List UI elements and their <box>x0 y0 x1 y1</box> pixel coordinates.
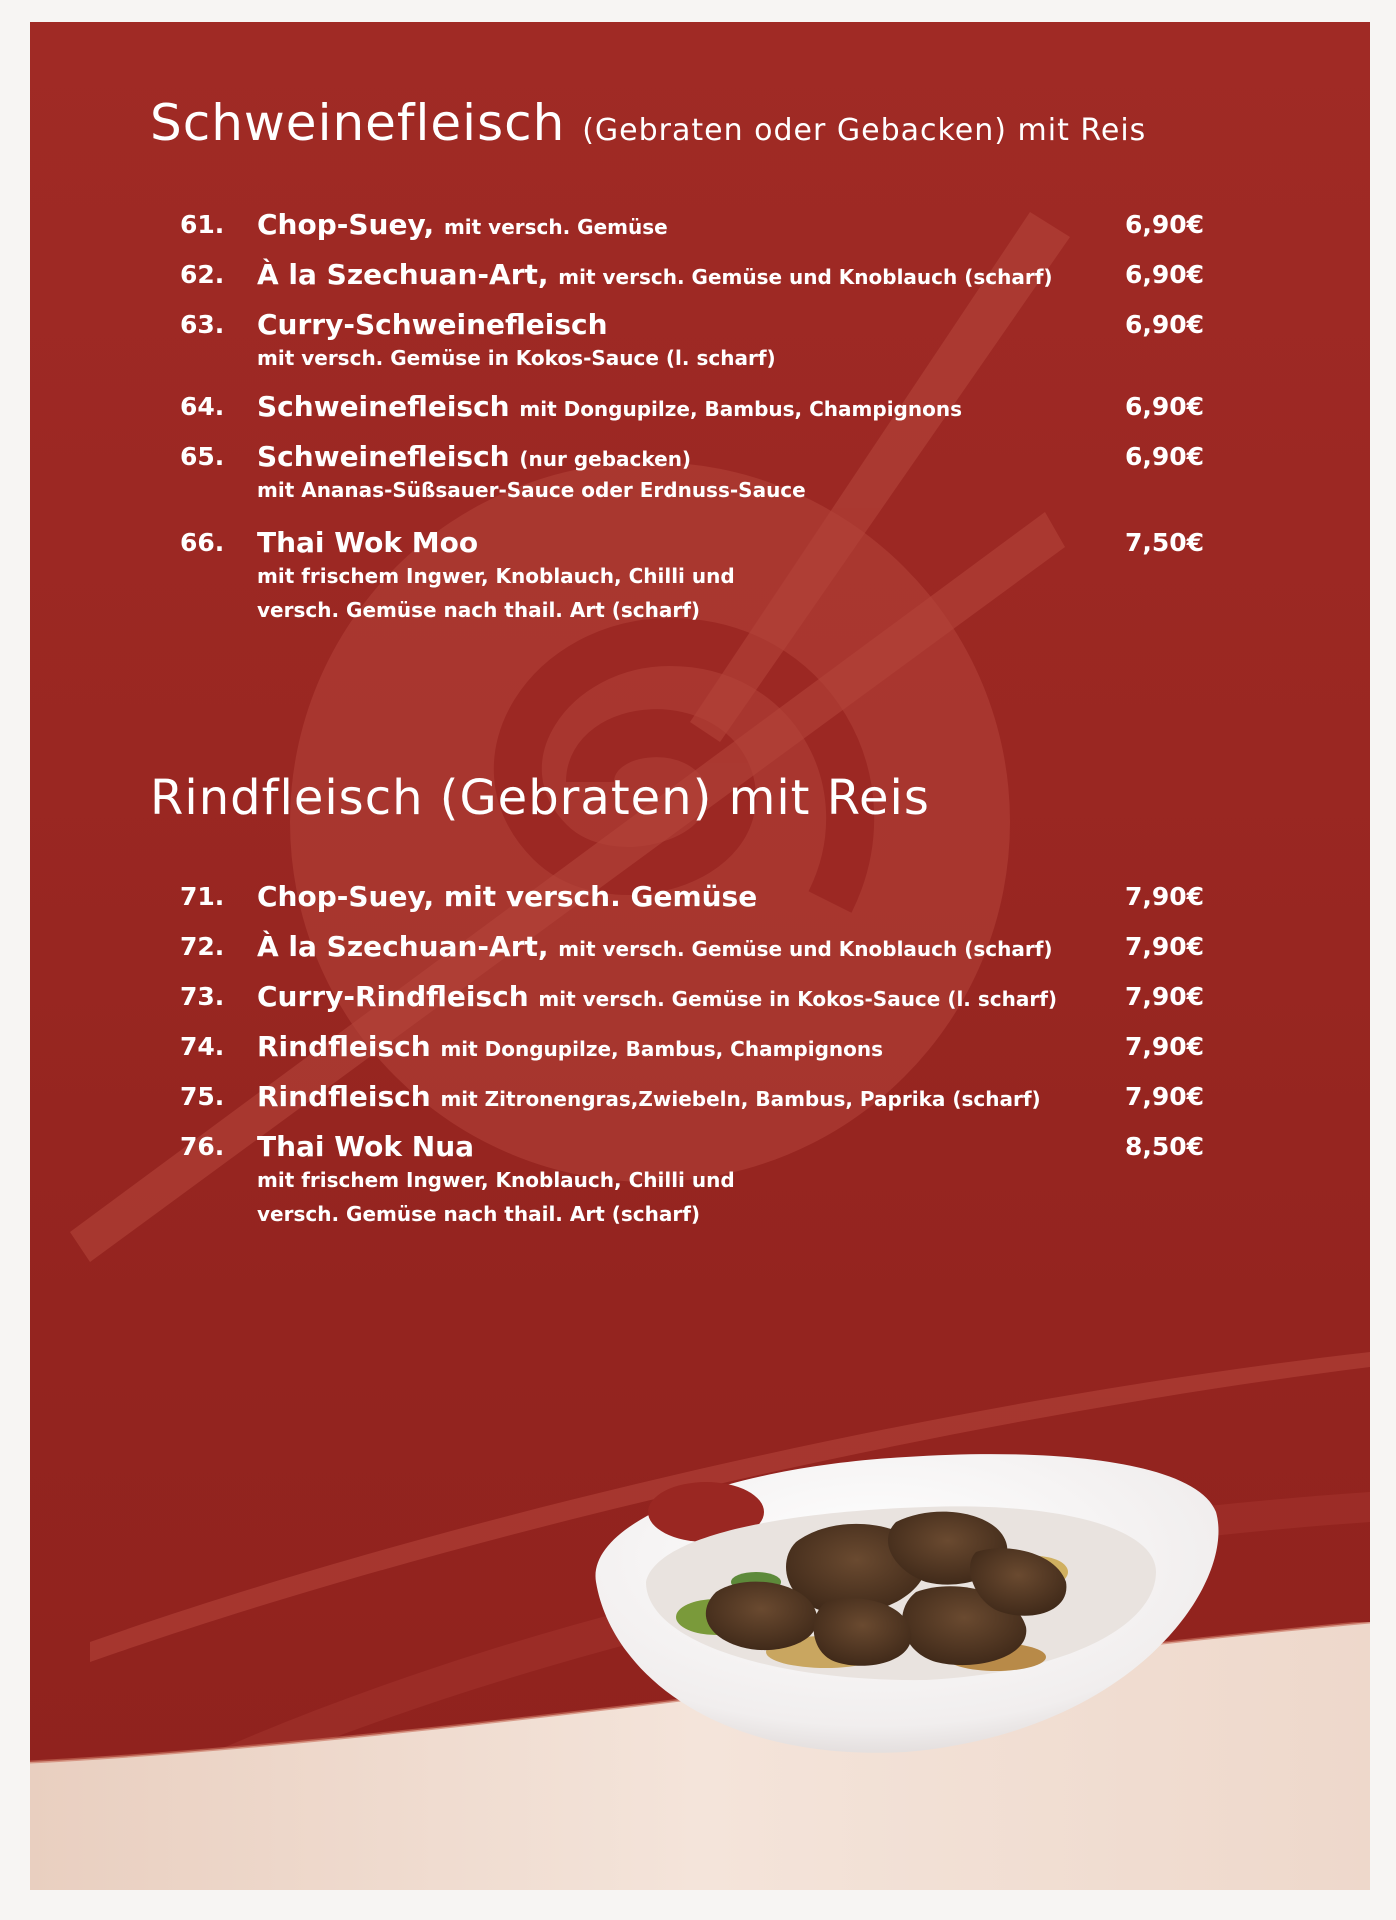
item-price: 7,90€ <box>1125 882 1205 911</box>
item-description-line3: versch. Gemüse nach thail. Art (scharf) <box>257 1202 701 1226</box>
item-number: 66. <box>180 528 225 557</box>
item-description: mit versch. Gemüse in Kokos-Sauce (l. scharf) <box>538 987 1058 1011</box>
item-number: 71. <box>180 882 225 911</box>
bowl-of-stir-fried-beef-image <box>576 1432 1236 1762</box>
item-name: Thai Wok Moo <box>257 526 479 559</box>
item-name: Schweinefleisch <box>257 440 510 473</box>
item-number: 61. <box>180 210 225 239</box>
item-name: Chop-Suey, mit versch. Gemüse <box>257 880 758 913</box>
section-title-main: Schweinefleisch <box>150 94 566 152</box>
item-description: mit Dongupilze, Bambus, Champignons <box>519 397 962 421</box>
item-price: 6,90€ <box>1125 260 1205 289</box>
section-title-schweinefleisch <box>150 94 1146 152</box>
item-name: Rindfleisch <box>257 1080 431 1113</box>
item-description: mit versch. Gemüse <box>443 215 668 239</box>
item-name: Chop-Suey, <box>257 208 435 241</box>
item-number: 64. <box>180 392 225 421</box>
item-description-line2: mit frischem Ingwer, Knoblauch, Chilli und <box>257 564 735 588</box>
item-description-line3: versch. Gemüse nach thail. Art (scharf) <box>257 598 701 622</box>
item-price: 7,90€ <box>1125 932 1205 961</box>
item-name-line <box>257 1080 1041 1113</box>
item-name: Thai Wok Nua <box>257 1130 475 1163</box>
item-description: mit versch. Gemüse und Knoblauch (scharf) <box>558 265 1053 289</box>
item-price: 6,90€ <box>1125 310 1205 339</box>
item-name-line <box>257 1030 883 1063</box>
item-price: 8,50€ <box>1125 1132 1205 1161</box>
item-description: mit versch. Gemüse und Knoblauch (scharf) <box>558 937 1053 961</box>
item-name: À la Szechuan-Art, <box>257 258 549 291</box>
item-description: (nur gebacken) <box>519 447 692 471</box>
item-price: 7,90€ <box>1125 1032 1205 1061</box>
menu-page <box>30 22 1370 1890</box>
item-number: 76. <box>180 1132 225 1161</box>
item-price: 7,90€ <box>1125 1082 1205 1111</box>
item-name: Curry-Rindfleisch <box>257 980 529 1013</box>
item-description-line2: mit Ananas-Süßsauer-Sauce oder Erdnuss-Sauce <box>257 478 806 502</box>
section-title-rindfleisch: Rindfleisch (Gebraten) mit Reis <box>150 770 930 826</box>
item-number: 73. <box>180 982 225 1011</box>
item-name-line <box>257 390 962 423</box>
item-name: À la Szechuan-Art, <box>257 930 549 963</box>
item-description: mit versch. Gemüse in Kokos-Sauce (l. scharf) <box>257 346 776 370</box>
item-price: 6,90€ <box>1125 442 1205 471</box>
item-number: 72. <box>180 932 225 961</box>
item-name-line <box>257 208 668 241</box>
item-description: mit Dongupilze, Bambus, Champignons <box>440 1037 884 1061</box>
item-number: 63. <box>180 310 225 339</box>
item-name: Rindfleisch <box>257 1030 431 1063</box>
item-name-line <box>257 258 1053 291</box>
item-name-line <box>257 980 1057 1013</box>
item-number: 65. <box>180 442 225 471</box>
item-name: Curry-Schweinefleisch <box>257 308 608 341</box>
item-number: 75. <box>180 1082 225 1111</box>
item-price: 6,90€ <box>1125 210 1205 239</box>
item-number: 74. <box>180 1032 225 1061</box>
item-price: 7,90€ <box>1125 982 1205 1011</box>
section-title-sub: (Gebraten oder Gebacken) mit Reis <box>582 113 1147 148</box>
item-name-line <box>257 930 1053 963</box>
item-price: 6,90€ <box>1125 392 1205 421</box>
item-number: 62. <box>180 260 225 289</box>
item-name: Schweinefleisch <box>257 390 510 423</box>
item-price: 7,50€ <box>1125 528 1205 557</box>
item-description: mit Zitronengras,Zwiebeln, Bambus, Paprika (scharf) <box>440 1087 1041 1111</box>
item-name-line <box>257 440 691 473</box>
item-description-line2: mit frischem Ingwer, Knoblauch, Chilli und <box>257 1168 735 1192</box>
